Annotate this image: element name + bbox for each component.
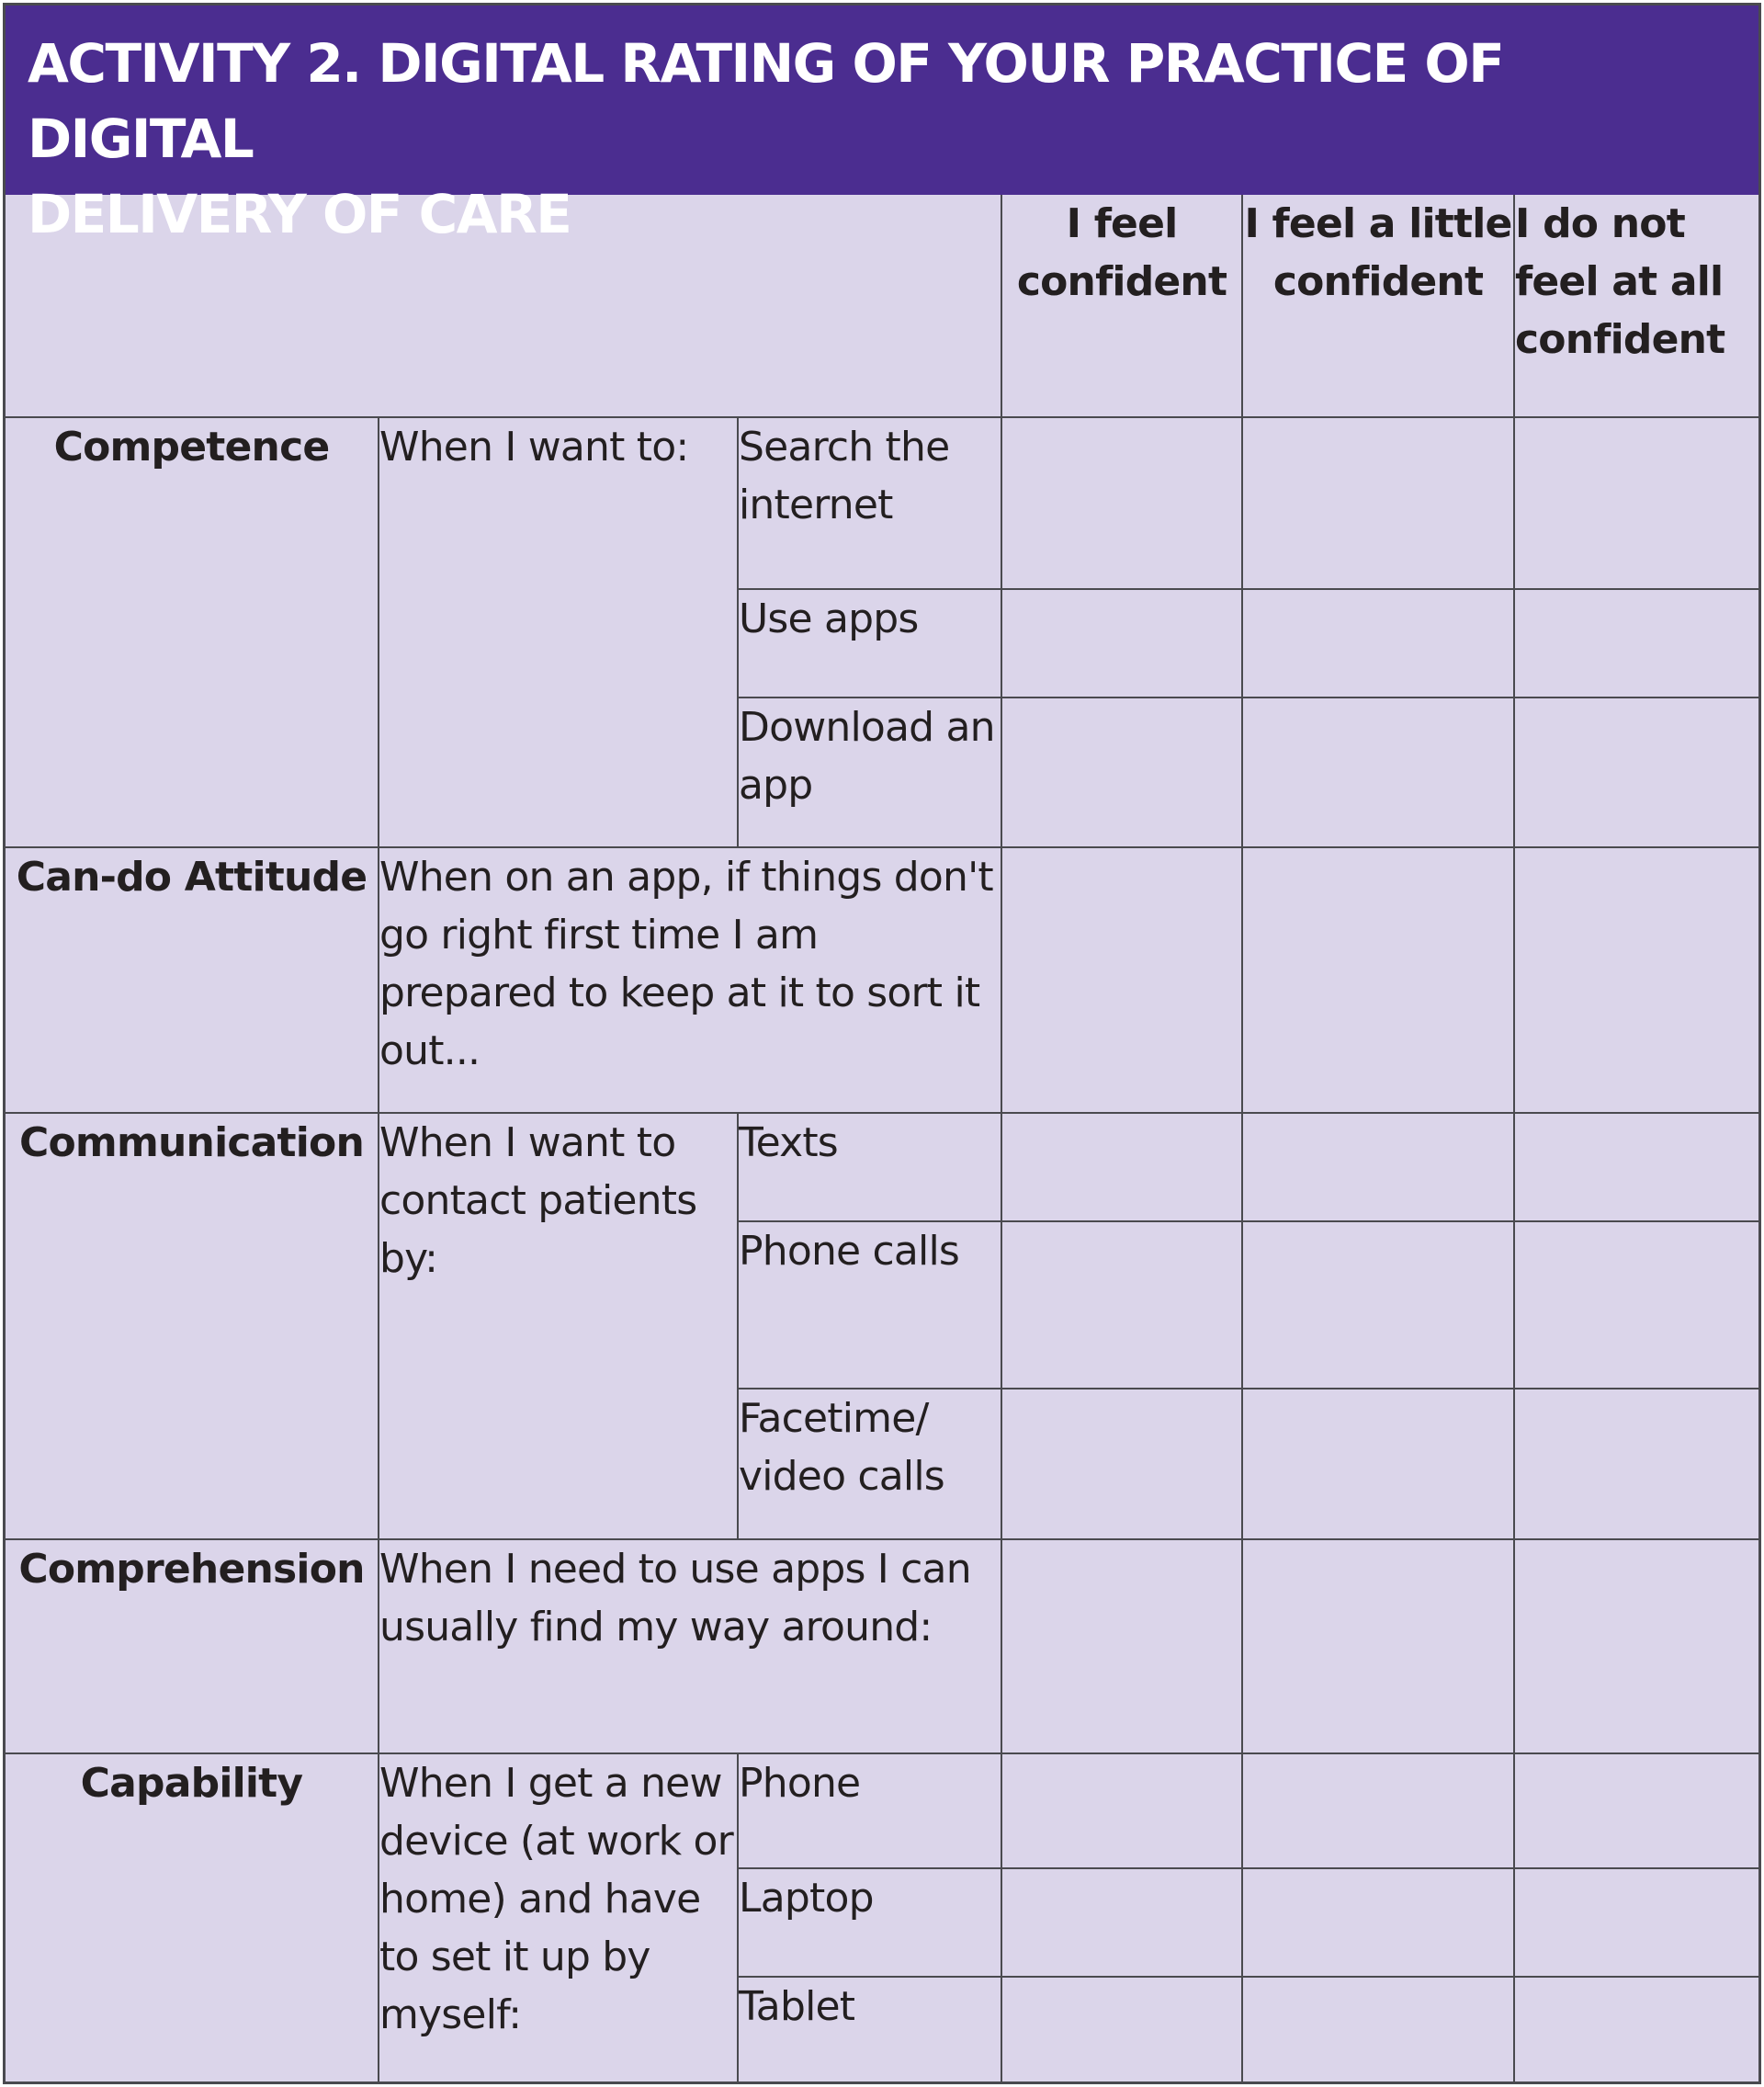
rating-cell-confident[interactable] bbox=[1001, 1221, 1242, 1389]
rating-cell-little-confident[interactable] bbox=[1242, 1868, 1514, 1977]
task-phone: Phone bbox=[738, 1753, 1001, 1868]
rating-cell-little-confident[interactable] bbox=[1242, 1539, 1514, 1753]
rating-cell-little-confident[interactable] bbox=[1242, 1389, 1514, 1539]
table-row bbox=[6, 1113, 1758, 1221]
prompt-comprehension: When I need to use apps I can usually find my way around: bbox=[379, 1539, 1001, 1753]
table-row bbox=[6, 1753, 1758, 1868]
rating-cell-confident[interactable] bbox=[1001, 417, 1242, 589]
prompt-communication: When I want to contact patients by: bbox=[379, 1113, 738, 1539]
header-row bbox=[6, 195, 1758, 417]
rating-cell-confident[interactable] bbox=[1001, 847, 1242, 1113]
rating-cell-not-confident[interactable] bbox=[1514, 417, 1758, 589]
area-label-communication: Communication bbox=[6, 1113, 379, 1539]
rating-cell-little-confident[interactable] bbox=[1242, 1977, 1514, 2083]
rating-cell-not-confident[interactable] bbox=[1514, 1753, 1758, 1868]
column-header-confident: I feel confident bbox=[1001, 195, 1242, 417]
prompt-capability: When I get a new device (at work or home) and have to set it up by myself: bbox=[379, 1753, 738, 2083]
task-texts: Texts bbox=[738, 1113, 1001, 1221]
area-label-capability: Capability bbox=[6, 1753, 379, 2083]
rating-cell-not-confident[interactable] bbox=[1514, 589, 1758, 698]
rating-cell-not-confident[interactable] bbox=[1514, 1389, 1758, 1539]
rating-cell-little-confident[interactable] bbox=[1242, 698, 1514, 847]
rating-cell-confident[interactable] bbox=[1001, 1977, 1242, 2083]
title-banner bbox=[6, 6, 1758, 245]
area-label-can-do-attitude: Can-do Attitude bbox=[6, 847, 379, 1113]
task-facetime-video-calls: Facetime/ video calls bbox=[738, 1389, 1001, 1539]
prompt-can-do-attitude: When on an app, if things don't go right first time I am prepared to keep at it to sort it out... bbox=[379, 847, 1001, 1113]
header-blank-cell bbox=[6, 195, 1001, 417]
table-row bbox=[6, 417, 1758, 589]
table-row bbox=[6, 847, 1758, 1113]
task-use-apps: Use apps bbox=[738, 589, 1001, 698]
rating-cell-confident[interactable] bbox=[1001, 698, 1242, 847]
rating-cell-confident[interactable] bbox=[1001, 589, 1242, 698]
rating-cell-confident[interactable] bbox=[1001, 1753, 1242, 1868]
rating-table bbox=[6, 195, 1758, 2084]
task-download-app: Download an app bbox=[738, 698, 1001, 847]
rating-cell-not-confident[interactable] bbox=[1514, 1539, 1758, 1753]
rating-cell-little-confident[interactable] bbox=[1242, 1753, 1514, 1868]
area-label-competence: Competence bbox=[6, 417, 379, 847]
column-header-little-confident: I feel a little confident bbox=[1242, 195, 1514, 417]
rating-cell-little-confident[interactable] bbox=[1242, 1113, 1514, 1221]
rating-cell-not-confident[interactable] bbox=[1514, 1221, 1758, 1389]
rating-cell-confident[interactable] bbox=[1001, 1113, 1242, 1221]
activity-worksheet bbox=[3, 3, 1761, 2084]
rating-cell-confident[interactable] bbox=[1001, 1539, 1242, 1753]
rating-cell-little-confident[interactable] bbox=[1242, 1221, 1514, 1389]
activity-title-line-2: DELIVERY OF CARE bbox=[28, 183, 571, 245]
rating-cell-not-confident[interactable] bbox=[1514, 1868, 1758, 1977]
table-row bbox=[6, 1539, 1758, 1753]
rating-cell-little-confident[interactable] bbox=[1242, 589, 1514, 698]
column-header-not-confident: I do not feel at all confident bbox=[1514, 195, 1758, 417]
rating-cell-confident[interactable] bbox=[1001, 1389, 1242, 1539]
prompt-competence: When I want to: bbox=[379, 417, 738, 847]
rating-cell-not-confident[interactable] bbox=[1514, 1113, 1758, 1221]
rating-cell-not-confident[interactable] bbox=[1514, 847, 1758, 1113]
rating-cell-not-confident[interactable] bbox=[1514, 698, 1758, 847]
task-laptop: Laptop bbox=[738, 1868, 1001, 1977]
task-search-internet: Search the internet bbox=[738, 417, 1001, 589]
activity-title-line-1: ACTIVITY 2. DIGITAL RATING OF YOUR PRACTICE OF DIGITAL bbox=[28, 32, 1504, 170]
rating-cell-little-confident[interactable] bbox=[1242, 847, 1514, 1113]
task-phone-calls: Phone calls bbox=[738, 1221, 1001, 1389]
area-label-comprehension: Comprehension bbox=[6, 1539, 379, 1753]
rating-cell-confident[interactable] bbox=[1001, 1868, 1242, 1977]
task-tablet: Tablet bbox=[738, 1977, 1001, 2083]
rating-cell-not-confident[interactable] bbox=[1514, 1977, 1758, 2083]
rating-cell-little-confident[interactable] bbox=[1242, 417, 1514, 589]
